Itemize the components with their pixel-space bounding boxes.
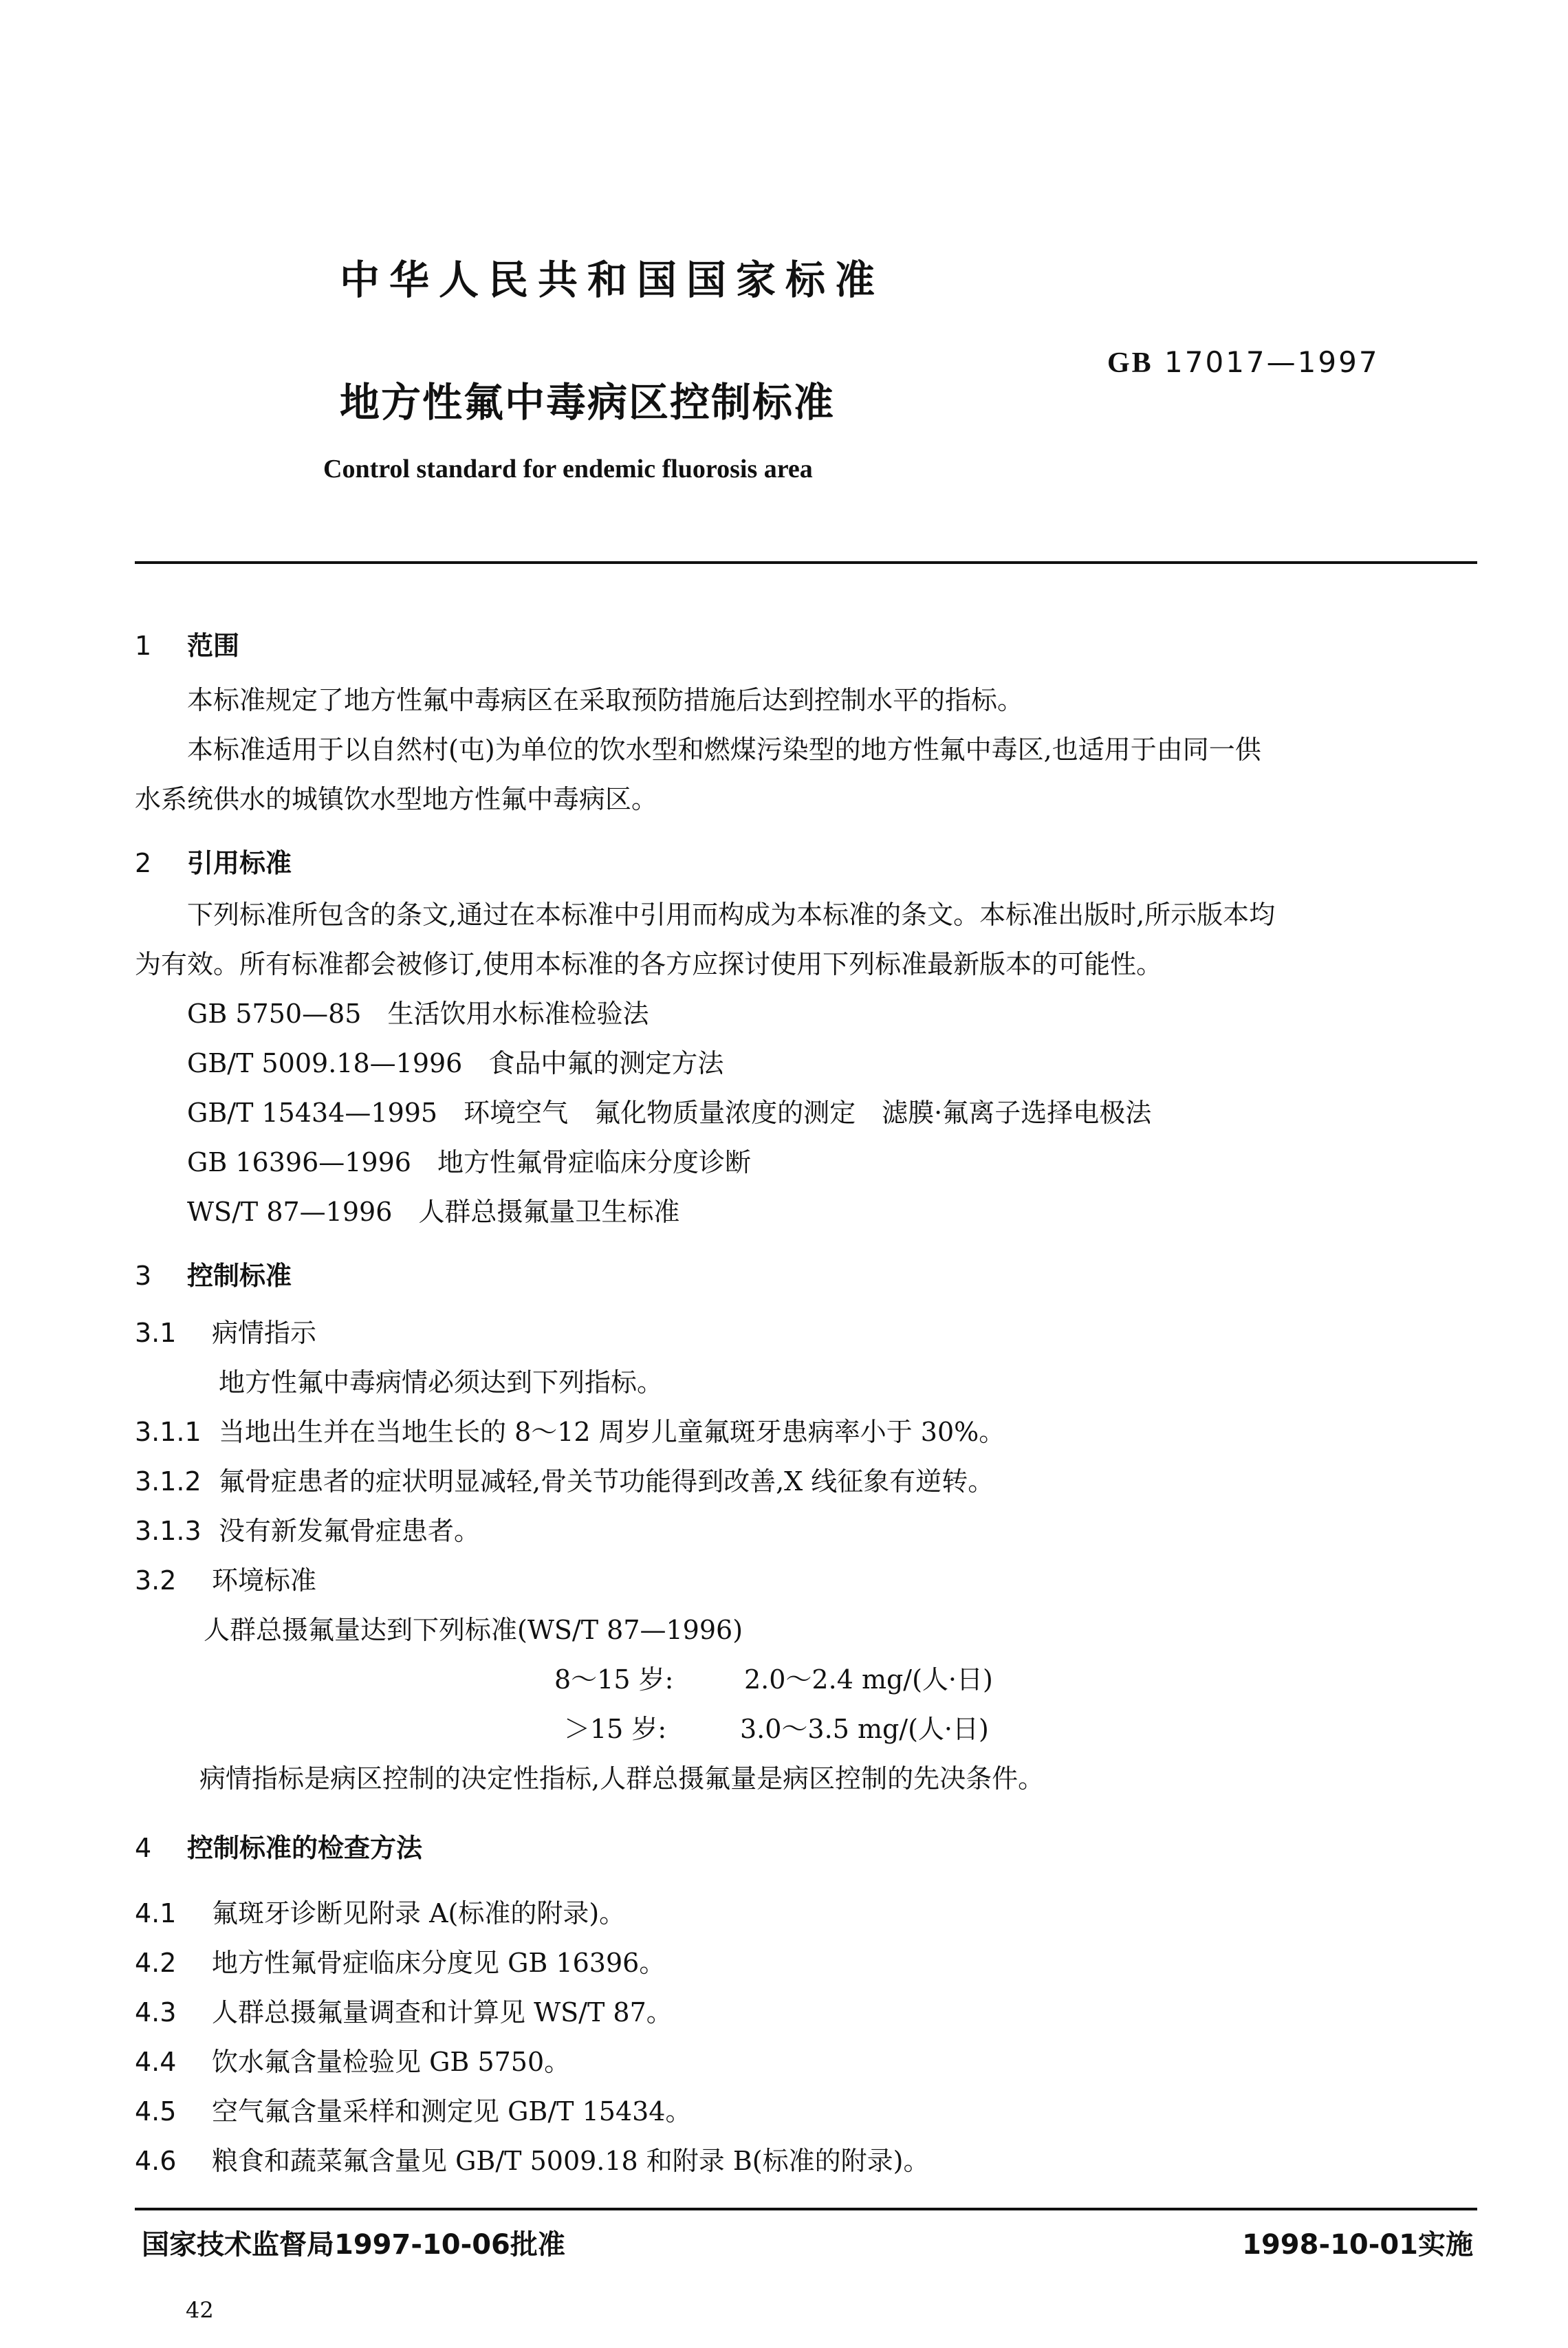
reference-item [187,1037,723,1089]
method-item [135,2036,570,2088]
approval-date: 国家技术监督局1997-10-06批准 [142,2229,565,2261]
clause-number: 3.1.2 [135,1466,202,1497]
reference-item [187,1186,679,1238]
standard-number [1107,345,1380,380]
clause-3-1-3 [135,1505,480,1557]
footer-rule [135,2208,1477,2210]
intake-age-value: 3.0～3.5 mg/(人·日) [740,1714,989,1744]
method-item [135,1937,665,1989]
section-3-closing: 病情指标是病区控制的决定性指标,人群总摄氟量是病区控制的先决条件。 [199,1763,1045,1794]
method-text: 氟斑牙诊断见附录 A(标准的附录)。 [212,1898,626,1928]
clause-text: 当地出生并在当地生长的 8～12 周岁儿童氟斑牙患病率小于 30%。 [219,1417,1005,1447]
section-2-paragraph-1b: 为有效。所有标准都会被修订,使用本标准的各方应探讨使用下列标准最新版本的可能性。 [135,949,1163,979]
clause-text: 没有新发氟骨症患者。 [219,1516,481,1546]
intake-age-value: 2.0～2.4 mg/(人·日) [744,1664,993,1695]
reference-name: 生活饮用水标准检验法 [387,999,649,1029]
section-1-number: 1 [135,631,152,661]
method-text: 饮水氟含量检验见 GB 5750。 [212,2047,571,2077]
reference-item [187,1136,751,1188]
reference-item [187,1087,1151,1139]
method-number: 4.5 [135,2096,177,2127]
intake-age-label: 8～15 岁: [554,1664,674,1695]
clause-3-2 [135,1554,316,1607]
reference-name: 人群总摄氟量卫生标准 [418,1197,680,1227]
section-2-paragraph-1a: 下列标准所包含的条文,通过在本标准中引用而构成为本标准的条文。本标准出版时,所示版本均 [187,900,1276,930]
clause-title: 病情指示 [212,1318,317,1348]
section-1-paragraph-2b: 水系统供水的城镇饮水型地方性氟中毒病区。 [135,784,658,814]
method-text: 空气氟含量采样和测定见 GB/T 15434。 [212,2096,692,2127]
clause-number: 3.1 [135,1318,177,1348]
section-3-title: 控制标准 [187,1261,292,1291]
method-text: 粮食和蔬菜氟含量见 GB/T 5009.18 和附录 B(标准的附录)。 [212,2146,930,2176]
clause-3-1 [135,1307,316,1359]
method-text: 人群总摄氟量调查和计算见 WS/T 87。 [212,1997,673,2028]
section-3-number: 3 [135,1261,152,1291]
method-item [135,2085,691,2138]
section-4-title: 控制标准的检查方法 [187,1833,423,1863]
national-standard-heading: 中华人民共和国国家标准 [340,257,885,303]
section-2-title: 引用标准 [187,848,292,878]
clause-number: 3.1.3 [135,1516,202,1546]
section-2-number: 2 [135,848,152,878]
method-item [135,2135,929,2187]
clause-number: 3.2 [135,1565,177,1596]
section-1-paragraph-1: 本标准规定了地方性氟中毒病区在采取预防措施后达到控制水平的指标。 [187,685,1024,715]
section-4-heading [135,1827,422,1865]
reference-item [187,988,649,1040]
method-number: 4.6 [135,2146,177,2176]
clause-3-1-paragraph: 地方性氟中毒病情必须达到下列指标。 [219,1367,664,1398]
method-number: 4.1 [135,1898,177,1928]
implementation-date: 1998-10-01实施 [1242,2229,1473,2261]
clause-3-2-paragraph: 人群总摄氟量达到下列标准(WS/T 87—1996) [204,1615,743,1645]
method-item [135,1887,625,1939]
section-4-number: 4 [135,1833,152,1863]
reference-code: GB 5750—85 [187,999,362,1029]
clause-title: 环境标准 [212,1565,317,1596]
clause-3-1-2 [135,1455,994,1508]
reference-code: GB/T 5009.18—1996 [187,1048,463,1078]
reference-code: GB/T 15434—1995 [187,1098,438,1128]
section-1-paragraph-2a: 本标准适用于以自然村(屯)为单位的饮水型和燃煤污染型的地方性氟中毒区,也适用于由同一供 [187,735,1261,765]
method-text: 地方性氟骨症临床分度见 GB 16396。 [212,1948,666,1978]
standard-title-en: Control standard for endemic fluorosis area [323,455,813,483]
standard-title-cn: 地方性氟中毒病区控制标准 [340,379,836,426]
section-3-heading [135,1254,292,1292]
section-1-heading [135,624,239,662]
reference-code: WS/T 87—1996 [187,1197,393,1227]
section-1-title: 范围 [187,631,240,661]
standard-code: 17017—1997 [1164,345,1380,379]
reference-code: GB 16396—1996 [187,1147,411,1177]
clause-number: 3.1.1 [135,1417,202,1447]
page-number: 42 [186,2297,214,2323]
clause-text: 氟骨症患者的症状明显减轻,骨关节功能得到改善,X 线征象有逆转。 [219,1466,994,1497]
standard-prefix: GB [1107,347,1153,379]
method-item [135,1986,673,2039]
method-number: 4.3 [135,1997,177,2028]
reference-name: 食品中氟的测定方法 [488,1048,724,1078]
reference-name: 地方性氟骨症临床分度诊断 [437,1147,751,1177]
reference-name: 环境空气 氟化物质量浓度的测定 滤膜·氟离子选择电极法 [464,1098,1152,1128]
section-2-heading [135,842,292,880]
method-number: 4.2 [135,1948,177,1978]
clause-3-1-1 [135,1406,1005,1458]
header-rule [135,561,1477,564]
intake-age-label: ＞15 岁: [564,1714,667,1744]
method-number: 4.4 [135,2047,177,2077]
